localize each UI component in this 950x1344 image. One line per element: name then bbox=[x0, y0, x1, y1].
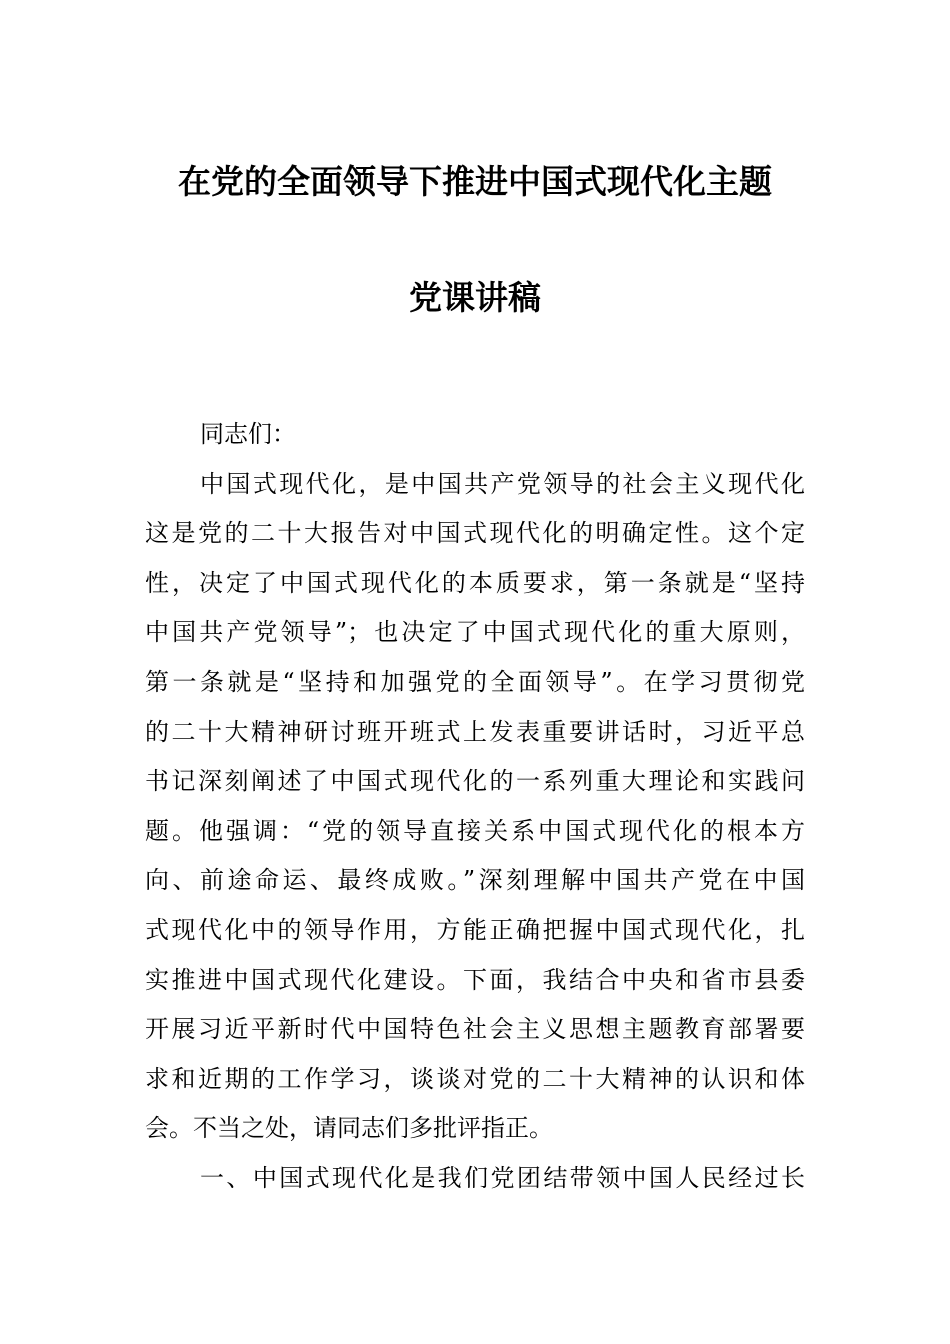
document-title-line-2: 党课讲稿 bbox=[409, 278, 541, 317]
document-body bbox=[145, 410, 805, 1204]
body-line: 会。不当之处，请同志们多批评指正。 bbox=[145, 1114, 553, 1143]
body-line: 式现代化中的领导作用，方能正确把握中国式现代化，扎 bbox=[145, 915, 805, 944]
body-line: 第一条就是“坚持和加强党的全面领导”。在学习贯彻党 bbox=[145, 667, 805, 696]
section-heading-line: 一、中国式现代化是我们党团结带领中国人民经过长 bbox=[200, 1163, 805, 1192]
body-line: 这是党的二十大报告对中国式现代化的明确定性。这个定 bbox=[145, 519, 805, 548]
body-line: 实推进中国式现代化建设。下面，我结合中央和省市县委 bbox=[145, 965, 805, 994]
body-line: 中国共产党领导”；也决定了中国式现代化的重大原则， bbox=[145, 618, 805, 647]
body-line: 书记深刻阐述了中国式现代化的一系列重大理论和实践问 bbox=[145, 767, 805, 796]
body-line: 性，决定了中国式现代化的本质要求，第一条就是“坚持 bbox=[145, 568, 805, 597]
body-line: 开展习近平新时代中国特色社会主义思想主题教育部署要 bbox=[145, 1015, 805, 1044]
body-line: 中国式现代化，是中国共产党领导的社会主义现代化 bbox=[200, 469, 805, 498]
salutation: 同志们： bbox=[200, 420, 296, 448]
document-title-line-1: 在党的全面领导下推进中国式现代化主题 bbox=[178, 162, 772, 201]
body-line: 题。他强调：“党的领导直接关系中国式现代化的根本方 bbox=[145, 816, 805, 845]
body-line: 向、前途命运、最终成败。”深刻理解中国共产党在中国 bbox=[145, 866, 805, 895]
body-line: 求和近期的工作学习，谈谈对党的二十大精神的认识和体 bbox=[145, 1064, 805, 1093]
body-line: 的二十大精神研讨班开班式上发表重要讲话时，习近平总 bbox=[145, 717, 805, 746]
